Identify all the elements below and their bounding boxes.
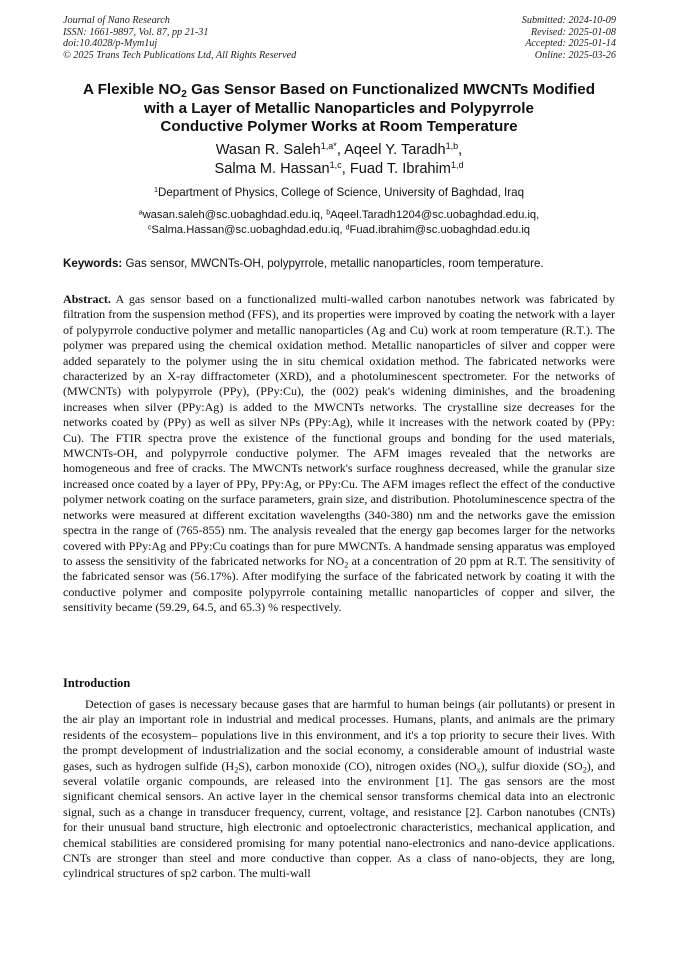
date-accepted: Accepted: 2025-01-14 — [525, 38, 616, 50]
date-revised: Revised: 2025-01-08 — [530, 26, 616, 38]
email-link[interactable]: Fuad.ibrahim@sc.uobaghdad.edu.iq — [349, 224, 531, 236]
introduction-paragraph: Detection of gases is necessary because gases that are harmful to human beings (air pollutants) or present in the air play an important role in industrial and medical processes. Humans, plants, and animals are the primary residents of the ecosystem– populations live in this environment, and it's a top priority to secure their lives. With the prompt development of industrialization and the social economy, a considerable amount of industrial waste gases, such as hydrogen sulfide $(H_2S)$, carbon monoxide (CO), nitrogen oxides $(NO_x)$, sulfur dioxide $(SO_2)$, and several volatile organic compounds, are released into the environment [1]. The gas sensors are the most significant chemical sensors. An active layer in the chemical sensor transforms chemical data into an electronic signal, such as a change in transducer frequency, current, voltage, and resistance [2]. Carbon nanotubes (CNTs) for their unusual band structure, high electronic and optoelectronic characteristics, mechanical application, and chemical stabilities are considered promising for many potential nano-electronics and nano-device applications. CNTs are stronger than steel and more conductive than copper. As a class of nano-objects, they are long, cylindrical structures of sp2 carbon. The multi-wall — [63, 697, 615, 881]
journal-issn: ISSN: 1661-9897, Vol. 87, pp 21-31 — [63, 26, 209, 38]
affiliation: $^1$Department of Physics, College of Science, University of Baghdad, Iraq — [153, 185, 525, 199]
author-name: Wasan R. Saleh — [215, 142, 321, 158]
introduction-heading: Introduction — [63, 676, 131, 690]
keywords-text: Gas sensor, MWCNTs-OH, polypyrrole, metallic nanoparticles, room temperature. — [122, 257, 544, 270]
dates-header — [522, 15, 616, 61]
title-line-2: with a Layer of Metallic Nanoparticles and Polypyrrole — [144, 99, 534, 117]
journal-copyright: © 2025 Trans Tech Publications Ltd, All Rights Reserved — [63, 49, 297, 61]
title-line-1: A Flexible $NO_2$ Gas Sensor Based on Functionalized MWCNTs Modified — [82, 81, 596, 101]
email-link[interactable]: Salma.Hassan@sc.uobaghdad.edu.iq — [151, 224, 340, 236]
abstract-label: Abstract. — [63, 292, 111, 306]
email-link[interactable]: wasan.saleh@sc.uobaghdad.edu.iq — [142, 209, 321, 221]
email-link[interactable]: Aqeel.Taradh1204@sc.uobaghdad.edu.iq — [330, 209, 537, 221]
author-list — [40, 141, 638, 179]
abstract: Abstract. A gas sensor based on a functionalized multi-walled carbon nanotubes network was fabricated by filtration from the suspension method (FFS), and its properties were improved by coating the network with a layer of polypyrrole conductive polymer and metallic nanoparticles (Ag and Cu) work at room temperature (R.T.). The polymer was prepared using the chemical oxidation method. Metallic nanoparticles of silver and copper were added separately to the polymer using the in situ chemical oxidation method. The fabricated networks were characterized by an X-ray diffractometer (XRD), and a photoluminescent spectrometer. For the networks of (MWCNTs) with polypyrrole (PPy), (PPy:Cu), the (002) peak's widening diminishes, and the broadening increases when silver (PPy:Ag) is added to the MWCNTs networks. The crystalline size decreases for the networks coated by (PPy) as well as silver NPs (PPy:Ag), while it increases with the network coated by (PPy: Cu). The FTIR spectra prove the existence of the functional groups and bonding for the used materials, MWCNTs-OH, and polypyrrole conductive polymer. The AFM images revealed that the networks are homogeneous and free of cracks. The MWCNTs network's surface roughness decreased, while the granular size increased once coated by a layer of PPy, PPy:Ag, or PPy:Cu. The AFM images reflect the effect of the conductive polymer network coating on the surface parameters, grain size, and distribution. Photoluminescence spectra of the networks were measured at different excitation wavelengths (340-380) nm and the networks gave the emission spectra in the range of (765-855) nm. The analysis revealed that the energy gap becomes larger for the networks covered with PPy:Ag and PPy:Cu coatings than for pure MWCNTs. A handmade sensing apparatus was employed to assess the sensitivity of the fabricated networks for $NO_2$ at a concentration of 20 ppm at R.T. The sensitivity of the fabricated sensor was (56.17%). After modifying the surface of the fabricated network by coating it with the conductive polymer and composite polypyrrole containing metallic nanoparticles of copper and silver, the sensitivity became (59.29, 64.5, and 65.3) % respectively. — [63, 292, 615, 615]
title-line-3: Conductive Polymer Works at Room Temperature — [160, 118, 518, 135]
journal-name: Journal of Nano Research — [63, 15, 170, 26]
paper-title — [40, 81, 638, 137]
author-name: Salma M. Hassan — [214, 161, 330, 177]
date-submitted: Submitted: 2024-10-09 — [521, 15, 616, 26]
journal-doi: doi:10.4028/p-Mym1uj — [63, 38, 158, 50]
author-emails — [40, 208, 638, 238]
author-name: Aqeel Y. Taradh — [344, 142, 446, 158]
date-online: Online: 2025-03-26 — [534, 49, 616, 61]
journal-header — [63, 15, 296, 61]
email-line-2: $^c$Salma.Hassan@sc.uobaghdad.edu.iq, $^d$Fuad.ibrahim@sc.uobaghdad.edu.iq — [147, 224, 531, 236]
keywords-label: Keywords: — [63, 257, 123, 270]
keywords — [63, 257, 615, 271]
author-line-1: Wasan R. Saleh$^{1,a*}$, Aqeel Y. Taradh$^{1,b}$, — [215, 141, 463, 158]
author-name: Fuad T. Ibrahim — [349, 161, 451, 177]
author-line-2: Salma M. Hassan$^{1,c}$, Fuad T. Ibrahim$^{1,d}$ — [214, 160, 464, 177]
email-line-1: $^a$wasan.saleh@sc.uobaghdad.edu.iq, $^b$Aqeel.Taradh1204@sc.uobaghdad.edu.iq, — [138, 209, 540, 221]
